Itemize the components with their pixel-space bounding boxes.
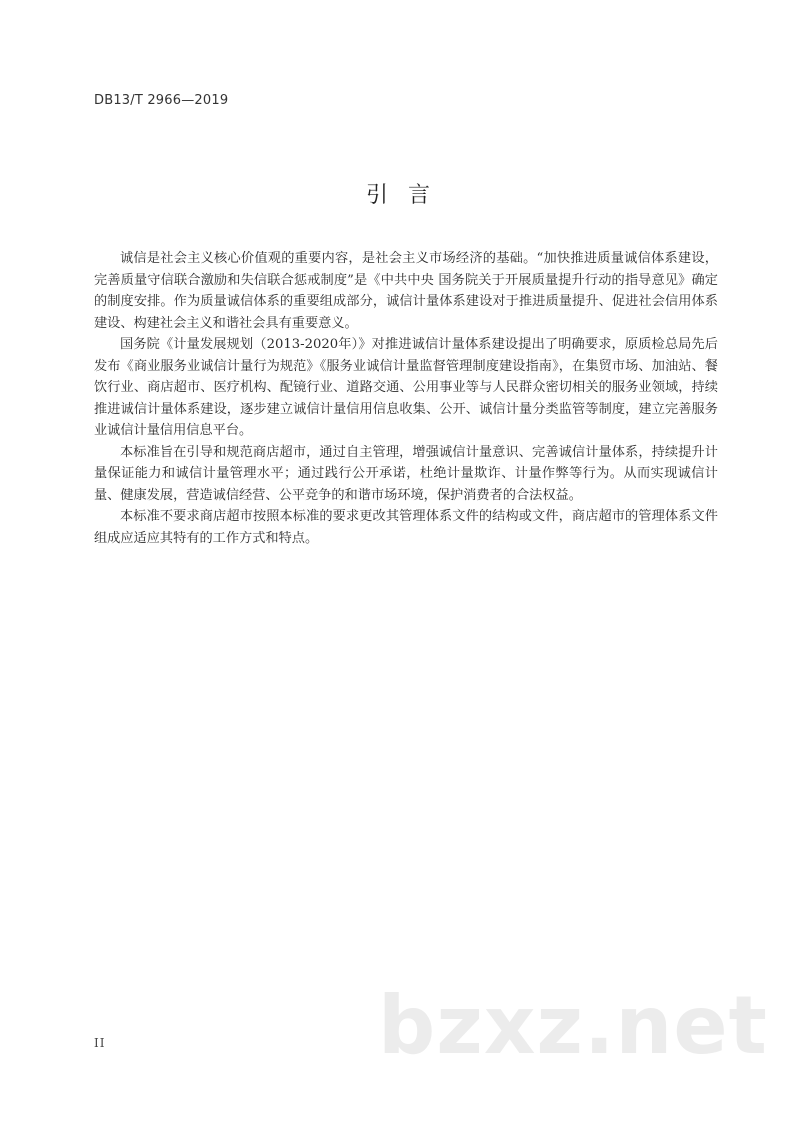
introduction-body xyxy=(94,248,718,549)
paragraph-4: 本标准不要求商店超市按照本标准的要求更改其管理体系文件的结构或文件，商店超市的管理体系文件组成应适应其特有的工作方式和特点。 xyxy=(94,509,718,546)
page-number: II xyxy=(94,1036,106,1050)
page-title: 引言 xyxy=(365,183,450,208)
document-code: DB13/T 2966—2019 xyxy=(94,93,229,108)
paragraph-1: 诚信是社会主义核心价值观的重要内容，是社会主义市场经济的基础。“加快推进质量诚信体系建设，完善质量守信联合激励和失信联合惩戒制度”是《中共中央 国务院关于开展质量提升行动的指导意见》确定的制度安排。作为质量诚信体系的重要组成部分，诚信计量体系建设对于推进质量提升、促进社会信用体系建设、构建社会主义和谐社会具有重要意义。 xyxy=(94,251,718,331)
watermark-logo: bzxz.net xyxy=(378,979,768,1072)
paragraph-2: 国务院《计量发展规划（2013-2020年）》对推进诚信计量体系建设提出了明确要求，原质检总局先后发布《商业服务业诚信计量行为规范》《服务业诚信计量监督管理制度建设指南》，在集贸市场、加油站、餐饮行业、商店超市、医疗机构、配镜行业、道路交通、公用事业等与人民群众密切相关的服务业领域，持续推进诚信计量体系建设，逐步建立诚信计量信用信息收集、公开、诚信计量分类监管等制度，建立完善服务业诚信计量信用信息平台。 xyxy=(94,337,718,438)
paragraph-3: 本标准旨在引导和规范商店超市，通过自主管理，增强诚信计量意识、完善诚信计量体系，持续提升计量保证能力和诚信计量管理水平；通过践行公开承诺，杜绝计量欺诈、计量作弊等行为。从而实现诚信计量、健康发展，营造诚信经营、公平竞争的和谐市场环境，保护消费者的合法权益。 xyxy=(94,444,718,503)
